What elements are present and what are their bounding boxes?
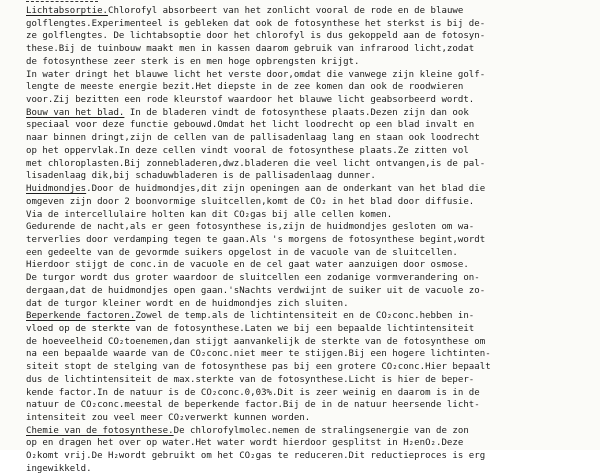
body-text: In water dringt het blauwe licht het verste door,omdat die vanwege zijn kleine golf- (26, 69, 486, 80)
body-text: na een bepaalde waarde van de CO₂conc.niet meer te stijgen.Bij een hogere lichtinten- (26, 349, 491, 360)
text-line (26, 387, 596, 400)
body-text: de fotosynthese zeer sterk is en men hoge opbrengsten krijgt. (26, 56, 360, 67)
body-text: een gedeelte van de gevormde suikers opgelost in de vacuole van de sluitcellen. (26, 247, 458, 258)
text-line (26, 5, 596, 18)
top-dashed-rule (26, 1, 98, 2)
body-text: op het oppervlak.In deze cellen vindt vooral de fotosynthese plaats.Ze zitten vol (26, 145, 469, 156)
body-text: dat de turgor kleiner wordt en de huidmondjes zich sluiten. (26, 298, 349, 309)
text-line (26, 221, 596, 234)
body-text: speciaal voor deze functie gebouwd.Omdat het licht loodrecht op een blad invalt en (26, 120, 475, 131)
body-text: Zowel de temp.als de lichtintensiteit en de CO₂conc.hebben in- (135, 311, 475, 322)
section-heading: Huidmondjes (26, 184, 87, 195)
text-line (26, 234, 596, 247)
body-text: intensiteit zou veel meer CO₂verwerkt kunnen worden. (26, 413, 311, 423)
body-text: met chloroplasten.Bij zonnebladeren,dwz.bladeren die veel licht ontvangen,is de pal- (26, 158, 486, 169)
body-text: kende factor.In de natuur is de CO₂conc.0,03%.Dit is zeer weinig en daarom is in de (26, 387, 480, 398)
body-text: Via de intercellulaire holten kan dit CO₂gas bij alle cellen komen. (26, 209, 393, 220)
text-line (26, 81, 596, 94)
body-text: these.Bij de tuinbouw maakt men in kassen daarom gebruik van infrarood licht,zodat (26, 44, 475, 55)
text-line (26, 298, 596, 311)
text-line (26, 310, 596, 323)
text-line (26, 361, 596, 374)
body-text: lisadenlaag dik,bij schaduwbladeren is de pallisadenlaag dunner. (26, 171, 376, 182)
body-text: dus de lichtintensiteit de max.sterkte van de fotosynthese.Licht is hier de beper- (26, 374, 475, 385)
text-line (26, 43, 596, 56)
document-body (26, 5, 596, 476)
body-text: Chlorofyl absorbeert van het zonlicht vooral de rode en de blauwe (108, 6, 464, 16)
body-text: golflengtes.Experimenteel is gebleken dat ook de fotosynthese het sterkst is bij de- (26, 18, 486, 29)
body-text: ze golflengtes. De lichtabsoptie door het chlorofyl is dus gekoppeld aan de fotosyn- (26, 31, 486, 42)
text-line (26, 170, 596, 183)
body-text: de hoeveelheid CO₂toenemen,dan stijgt aanvankelijk de sterkte van de fotosynthese om (26, 336, 486, 347)
text-line (26, 323, 596, 336)
body-text: dergaan,dat de huidmondjes open gaan.'sNachts verdwijnt de suiker uit de vacuole zo- (26, 285, 486, 296)
text-line (26, 437, 596, 450)
text-line (26, 94, 596, 107)
body-text: voor.Zij bezitten een rode kleurstof waardoor het blauwe licht geabsorbeerd wordt. (26, 95, 475, 106)
text-line (26, 425, 596, 438)
body-text: naar binnen dringt,zijn de cellen van de pallisadenlaag lang en staan ook loodrecht (26, 133, 480, 144)
text-line (26, 247, 596, 260)
text-line (26, 374, 596, 387)
text-line (26, 272, 596, 285)
text-line (26, 348, 596, 361)
section-heading: Chemie van de fotosynthese. (26, 425, 174, 436)
body-text: ingewikkeld. (26, 463, 92, 474)
body-text: omgeven zijn door 2 boonvormige sluitcellen,komt de CO₂ in het blad door diffusie. (26, 196, 475, 207)
text-line (26, 285, 596, 298)
body-text: De chlorofylmolec.nemen de stralingsenergie van de zon (173, 425, 469, 436)
text-line (26, 145, 596, 158)
body-text: vloed op de sterkte van de fotosynthese.Laten we bij een bepaalde lichtintensiteit (26, 323, 475, 334)
body-text: O₂komt vrij.De H₂wordt gebruikt om het CO₂gas te reduceren.Dit reductieproces is erg (26, 451, 486, 462)
section-heading: Beperkende factoren. (26, 311, 136, 322)
text-line (26, 259, 596, 272)
body-text: lengte de meeste energie bezit.Het diepste in de zee komen dan ook de roodwieren (26, 82, 464, 93)
body-text: In de bladeren vindt de fotosynthese plaats.Dezen zijn dan ook (124, 107, 469, 118)
text-line (26, 119, 596, 132)
section-heading: Lichtabsorptie. (26, 6, 109, 16)
body-text: siteit stopt de stelging van de fotosynthese pas bij een grotere CO₂conc.Hier bepaalt (26, 362, 491, 373)
text-line (26, 30, 596, 43)
text-line (26, 336, 596, 349)
text-line (26, 463, 596, 476)
body-text: op en dragen het over op water.Het water wordt hierdoor gesplitst in H₂enO₂.Deze (26, 438, 464, 449)
text-line (26, 107, 596, 120)
body-text: .Door de huidmondjes,dit zijn openingen aan de onderkant van het blad die (86, 184, 486, 195)
text-line (26, 132, 596, 145)
body-text: natuur de CO₂conc.meestal de beperkende factor.Bij de in de natuur heersende licht- (26, 400, 480, 411)
body-text: terverlies door verdamping tegen te gaan.Als 's morgens de fotosynthese begint,wordt (26, 234, 486, 245)
text-line (26, 18, 596, 31)
body-text: Hierdoor stijgt de conc.in de vacuole en de cel gaat water aanzuigen door osmose. (26, 260, 469, 271)
text-line (26, 183, 596, 196)
text-line (26, 450, 596, 463)
text-line (26, 69, 596, 82)
text-line (26, 412, 596, 425)
text-line (26, 158, 596, 171)
body-text: Gedurende de nacht,als er geen fotosynthese is,zijn de huidmondjes gesloten om wa- (26, 222, 475, 233)
body-text: De turgor wordt dus groter waardoor de sluitcellen een zodanige vormverandering on- (26, 273, 480, 284)
text-line (26, 209, 596, 222)
text-line (26, 399, 596, 412)
text-line (26, 56, 596, 69)
section-heading: Bouw van het blad. (26, 107, 125, 118)
text-line (26, 196, 596, 209)
